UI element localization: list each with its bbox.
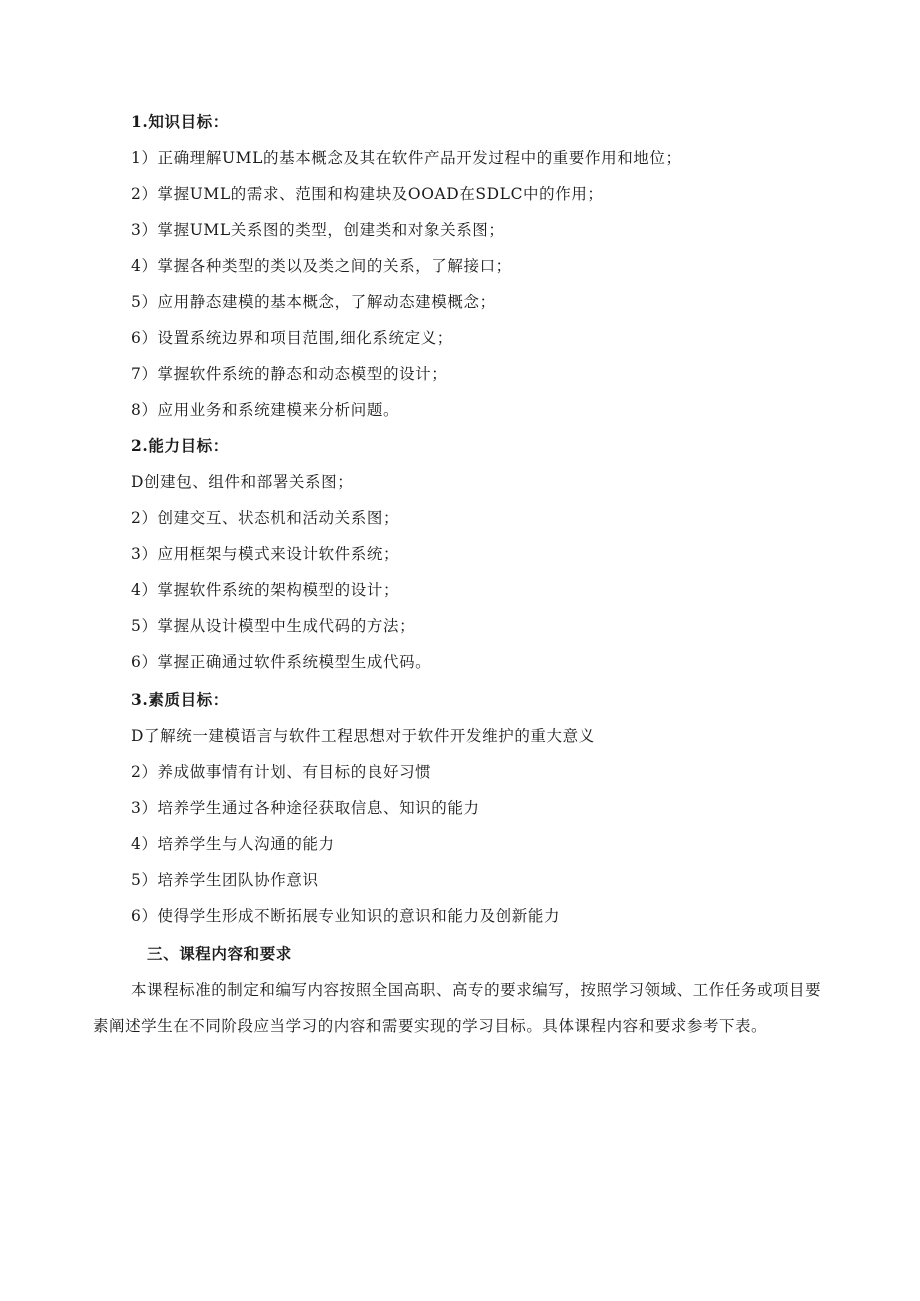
quality-item-2: 2）养成做事情有计划、有目标的良好习惯 [131,763,432,781]
ability-item-2: 2）创建交互、状态机和活动关系图； [131,509,400,527]
ability-item-4: 4）掌握软件系统的架构模型的设计； [131,581,400,599]
knowledge-item-1: 1）正确理解UML的基本概念及其在软件产品开发过程中的重要作用和地位； [131,149,682,167]
ability-item-6: 6）掌握正确通过软件系统模型生成代码。 [131,653,432,671]
quality-item-1: D了解统一建模语言与软件工程思想对于软件开发维护的重大意义 [131,727,595,745]
knowledge-item-5: 5）应用静态建模的基本概念，了解动态建模概念； [131,293,496,311]
knowledge-item-6: 6）设置系统边界和项目范围,细化系统定义； [131,329,453,347]
knowledge-item-2: 2）掌握UML的需求、范围和构建块及OOAD在SDLC中的作用； [131,185,604,203]
course-content-heading: 三、课程内容和要求 [147,944,292,963]
knowledge-item-7: 7）掌握软件系统的静态和动态模型的设计； [131,365,448,383]
knowledge-objectives-heading: 1.知识目标： [131,112,229,131]
knowledge-item-8: 8）应用业务和系统建模来分析问题。 [131,401,400,419]
knowledge-item-4: 4）掌握各种类型的类以及类之间的关系，了解接口； [131,257,512,275]
ability-item-1: D创建包、组件和部署关系图； [131,473,354,491]
quality-item-6: 6）使得学生形成不断拓展专业知识的意识和能力及创新能力 [131,907,561,925]
quality-item-3: 3）培养学生通过各种途径获取信息、知识的能力 [131,799,480,817]
course-content-paragraph: 本课程标准的制定和编写内容按照全国高职、高专的要求编写，按照学习领域、工作任务或项目要素阐述学生在不同阶段应当学习的内容和需要实现的学习目标。具体课程内容和要求参考下表。 [93,981,822,1035]
quality-item-5: 5）培养学生团队协作意识 [131,871,319,889]
ability-item-5: 5）掌握从设计模型中生成代码的方法； [131,617,416,635]
knowledge-item-3: 3）掌握UML关系图的类型，创建类和对象关系图； [131,221,505,239]
ability-objectives-heading: 2.能力目标： [131,436,229,455]
quality-item-4: 4）培养学生与人沟通的能力 [131,835,335,853]
ability-item-3: 3）应用框架与模式来设计软件系统； [131,545,400,563]
quality-objectives-heading: 3.素质目标： [131,690,229,709]
